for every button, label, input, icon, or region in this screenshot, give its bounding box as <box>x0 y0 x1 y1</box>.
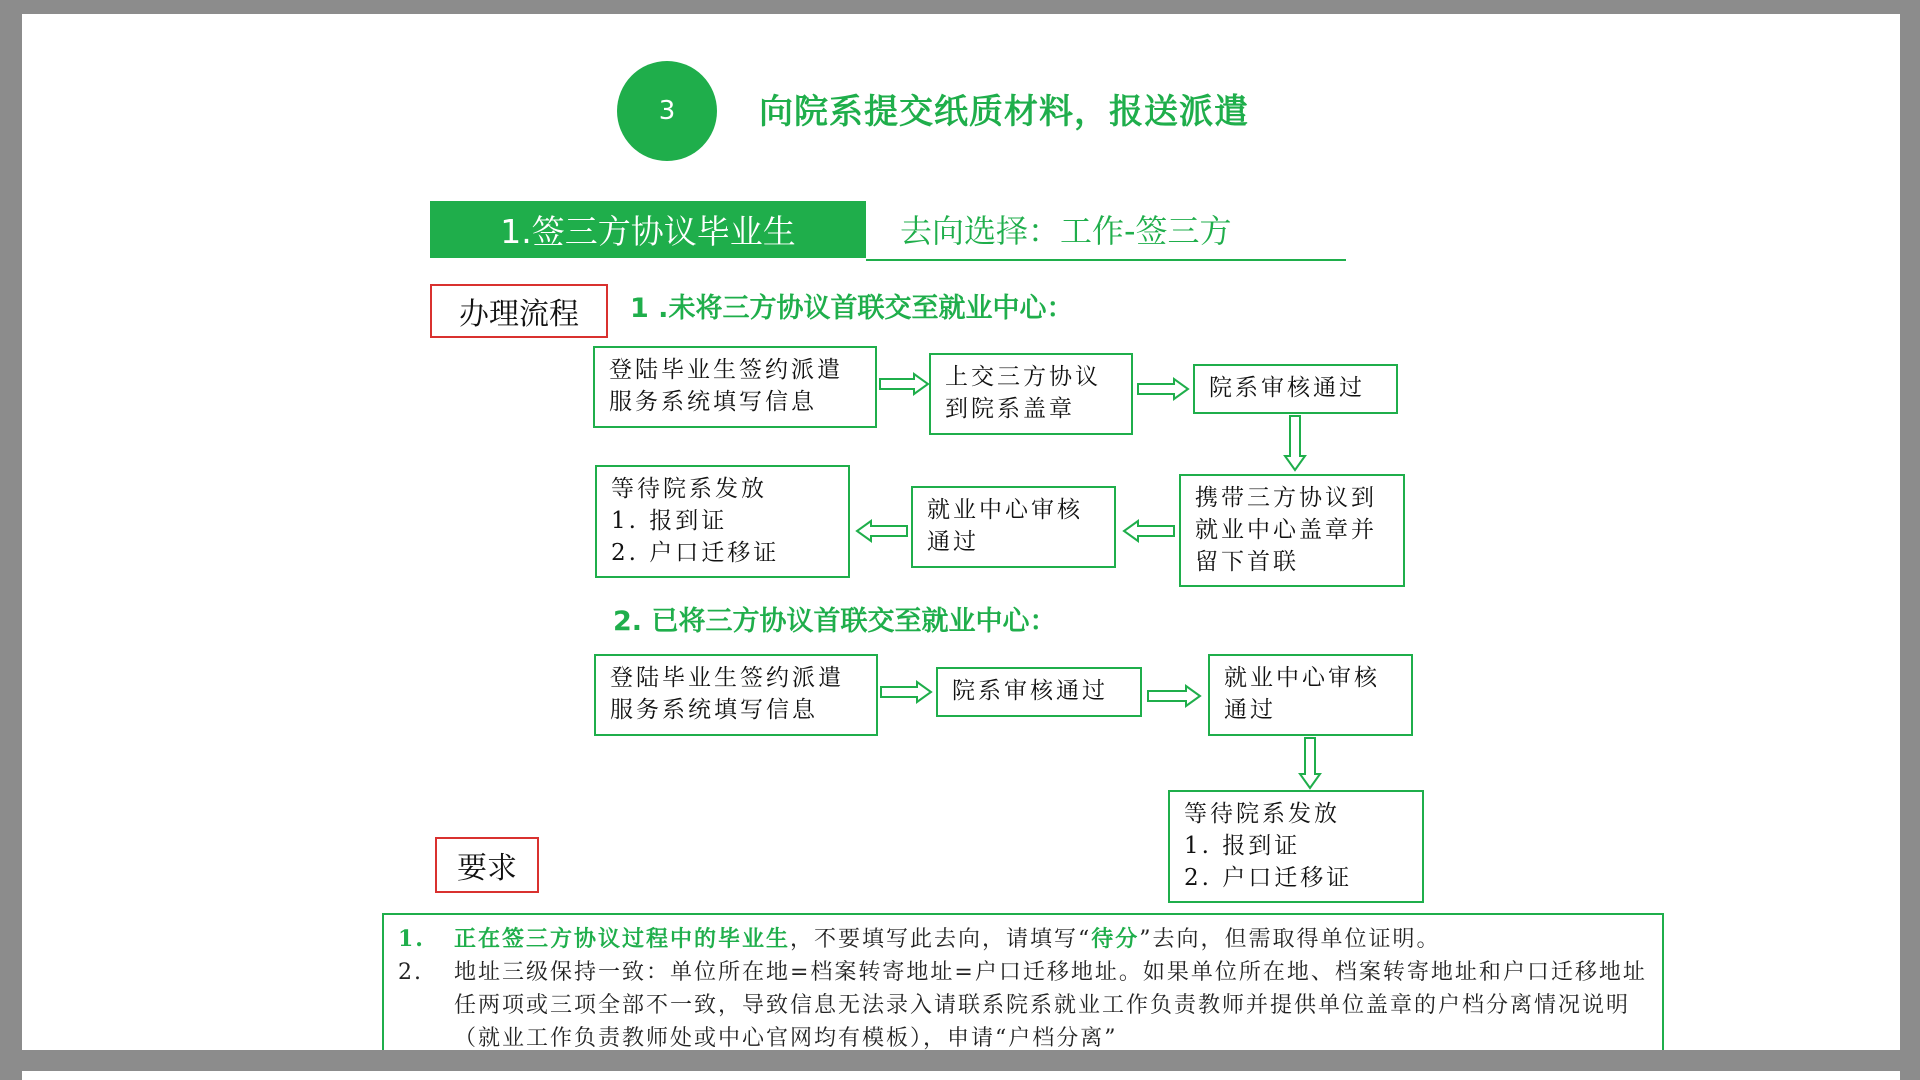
flow2-step-login-line1: 登陆毕业生签约派遣 <box>610 665 844 691</box>
arrow-right-icon <box>879 680 933 704</box>
flow1-step-wait-line1: 等待院系发放 <box>611 476 767 502</box>
requirement-1-text-b: ”去向，但需取得单位证明。 <box>1139 927 1441 952</box>
flow1-step-submit <box>929 353 1133 435</box>
flow1-step-center-stamp <box>1179 474 1405 587</box>
flow1-step-wait-line2: 1. 报到证 <box>611 508 728 534</box>
flow2-step-login-line2: 服务系统填写信息 <box>610 697 818 723</box>
flow2-step-center-approve-line1: 就业中心审核 <box>1224 665 1380 691</box>
flow2-step-wait-line1: 等待院系发放 <box>1184 801 1340 827</box>
flow1-step-center-stamp-line3: 留下首联 <box>1195 549 1299 575</box>
bottom-strip <box>22 1071 1900 1080</box>
step-number-badge: 3 <box>617 61 717 161</box>
arrow-right-icon <box>878 372 930 396</box>
requirement-1-highlight2: 待分 <box>1091 926 1140 952</box>
arrow-left-icon <box>1122 519 1176 543</box>
process-label: 办理流程 <box>430 284 608 338</box>
flow2-title: 2. 已将三方协议首联交至就业中心： <box>613 606 1057 637</box>
destination-text: 去向选择：工作-签三方 <box>900 212 1232 250</box>
arrow-down-icon <box>1283 414 1307 472</box>
flow1-step-wait <box>595 465 850 578</box>
flow1-title: 1 .未将三方协议首联交至就业中心： <box>630 293 1074 324</box>
arrow-down-icon <box>1298 736 1322 790</box>
requirement-item-1 <box>398 923 1648 956</box>
flow1-step-wait-line3: 2. 户口迁移证 <box>611 540 780 566</box>
flow1-step-center-stamp-line2: 就业中心盖章并 <box>1195 517 1377 543</box>
arrow-right-icon <box>1136 377 1190 401</box>
flow1-step-center-approve <box>911 486 1116 568</box>
flow1-step-submit-line2: 到院系盖章 <box>945 396 1075 422</box>
requirement-item-2 <box>398 956 1648 1050</box>
flow1-step-login-line2: 服务系统填写信息 <box>609 389 817 415</box>
requirements-box <box>382 913 1664 1050</box>
requirement-num-1: 1. <box>398 926 425 952</box>
requirement-1-text-a: ，不要填写此去向，请填写“ <box>790 927 1092 952</box>
category-label: 1.签三方协议毕业生 <box>430 201 866 258</box>
flow1-step-login <box>593 346 877 428</box>
requirement-num-2: 2. <box>398 960 423 985</box>
flow2-step-center-approve <box>1208 654 1413 736</box>
flow2-step-dept-approve-line1: 院系审核通过 <box>952 678 1108 704</box>
arrow-left-icon <box>855 519 909 543</box>
flow1-step-dept-approve <box>1193 364 1398 414</box>
flow2-step-center-approve-line2: 通过 <box>1224 697 1276 723</box>
flow1-step-center-approve-line1: 就业中心审核 <box>927 497 1083 523</box>
arrow-right-icon <box>1146 684 1202 708</box>
flow1-step-login-line1: 登陆毕业生签约派遣 <box>609 357 843 383</box>
flow2-step-dept-approve <box>936 667 1142 717</box>
flow1-step-dept-approve-line1: 院系审核通过 <box>1209 375 1365 401</box>
requirement-1-highlight: 正在签三方协议过程中的毕业生 <box>454 926 791 952</box>
flow2-step-wait <box>1168 790 1424 903</box>
requirement-2-text: 地址三级保持一致：单位所在地=档案转寄地址=户口迁移地址。如果单位所在地、档案转寄地址和户口迁移地址任两项或三项全部不一致，导致信息无法录入请联系院系就业工作负责教师并提供单位盖章的户档分离情况说明（就业工作负责教师处或中心官网均有模板），申请“户档分离” <box>454 960 1647 1050</box>
requirements-label: 要求 <box>435 837 539 893</box>
flow1-step-center-stamp-line1: 携带三方协议到 <box>1195 485 1377 511</box>
flow1-step-center-approve-line2: 通过 <box>927 529 979 555</box>
flow2-step-login <box>594 654 878 736</box>
flow2-step-wait-line2: 1. 报到证 <box>1184 833 1301 859</box>
step-title: 向院系提交纸质材料，报送派遣 <box>759 92 1249 132</box>
divider <box>866 259 1346 261</box>
flow2-step-wait-line3: 2. 户口迁移证 <box>1184 865 1353 891</box>
flow1-step-submit-line1: 上交三方协议 <box>945 364 1101 390</box>
slide <box>22 14 1900 1050</box>
